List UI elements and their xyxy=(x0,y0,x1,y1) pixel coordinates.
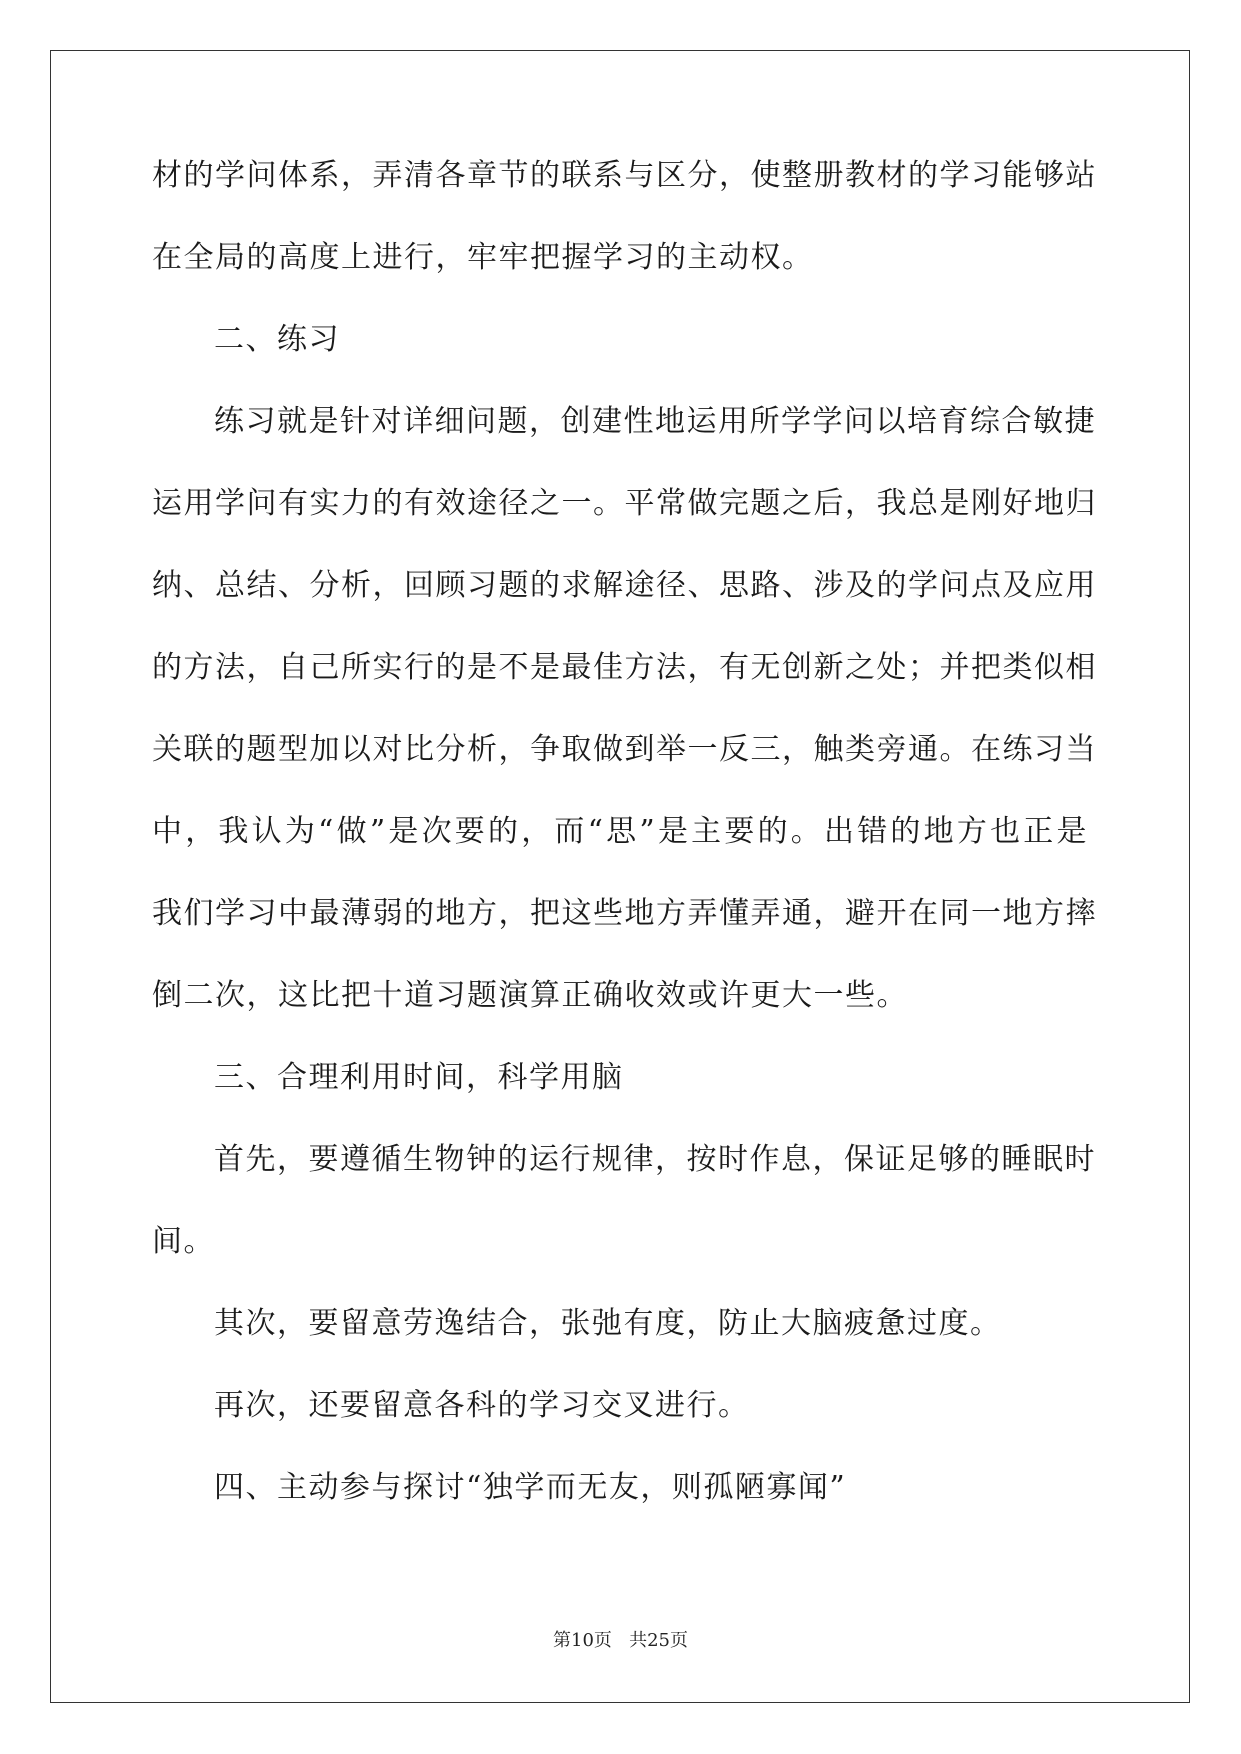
text-line: 关联的题型加以对比分析，争取做到举一反三，触类旁通。在练习当 xyxy=(152,732,1097,767)
section-heading: 三、合理利用时间，科学用脑 xyxy=(214,1060,624,1095)
text-line: 运用学问有实力的有效途径之一。平常做完题之后，我总是刚好地归 xyxy=(152,486,1097,521)
text-line: 的方法，自己所实行的是不是最佳方法，有无创新之处；并把类似相 xyxy=(152,650,1097,685)
text-line: 纳、总结、分析，回顾习题的求解途径、思路、涉及的学问点及应用 xyxy=(152,568,1097,603)
text-line: 再次，还要留意各科的学习交叉进行。 xyxy=(214,1388,750,1423)
text-line: 间。 xyxy=(152,1224,215,1259)
text-line: 其次，要留意劳逸结合，张弛有度，防止大脑疲惫过度。 xyxy=(214,1306,1002,1341)
text-line: 首先，要遵循生物钟的运行规律，按时作息，保证足够的睡眠时 xyxy=(214,1142,1096,1177)
text-line: 倒二次，这比把十道习题演算正确收效或许更大一些。 xyxy=(152,978,908,1013)
text-line: 我们学习中最薄弱的地方，把这些地方弄懂弄通，避开在同一地方摔 xyxy=(152,896,1097,931)
text-line: 中，我认为“做”是次要的，而“思”是主要的。出错的地方也正是 xyxy=(152,814,1088,849)
text-line: 材的学问体系，弄清各章节的联系与区分，使整册教材的学习能够站 xyxy=(152,158,1097,193)
section-heading: 二、练习 xyxy=(214,322,340,357)
section-heading: 四、主动参与探讨“独学而无友，则孤陋寡闻” xyxy=(214,1470,847,1505)
text-line: 练习就是针对详细问题，创建性地运用所学学问以培育综合敏捷 xyxy=(214,404,1096,439)
document-body xyxy=(152,158,1097,1554)
text-line: 在全局的高度上进行，牢牢把握学习的主动权。 xyxy=(152,240,814,275)
page-number-footer: 第10页 共25页 xyxy=(553,1630,688,1651)
